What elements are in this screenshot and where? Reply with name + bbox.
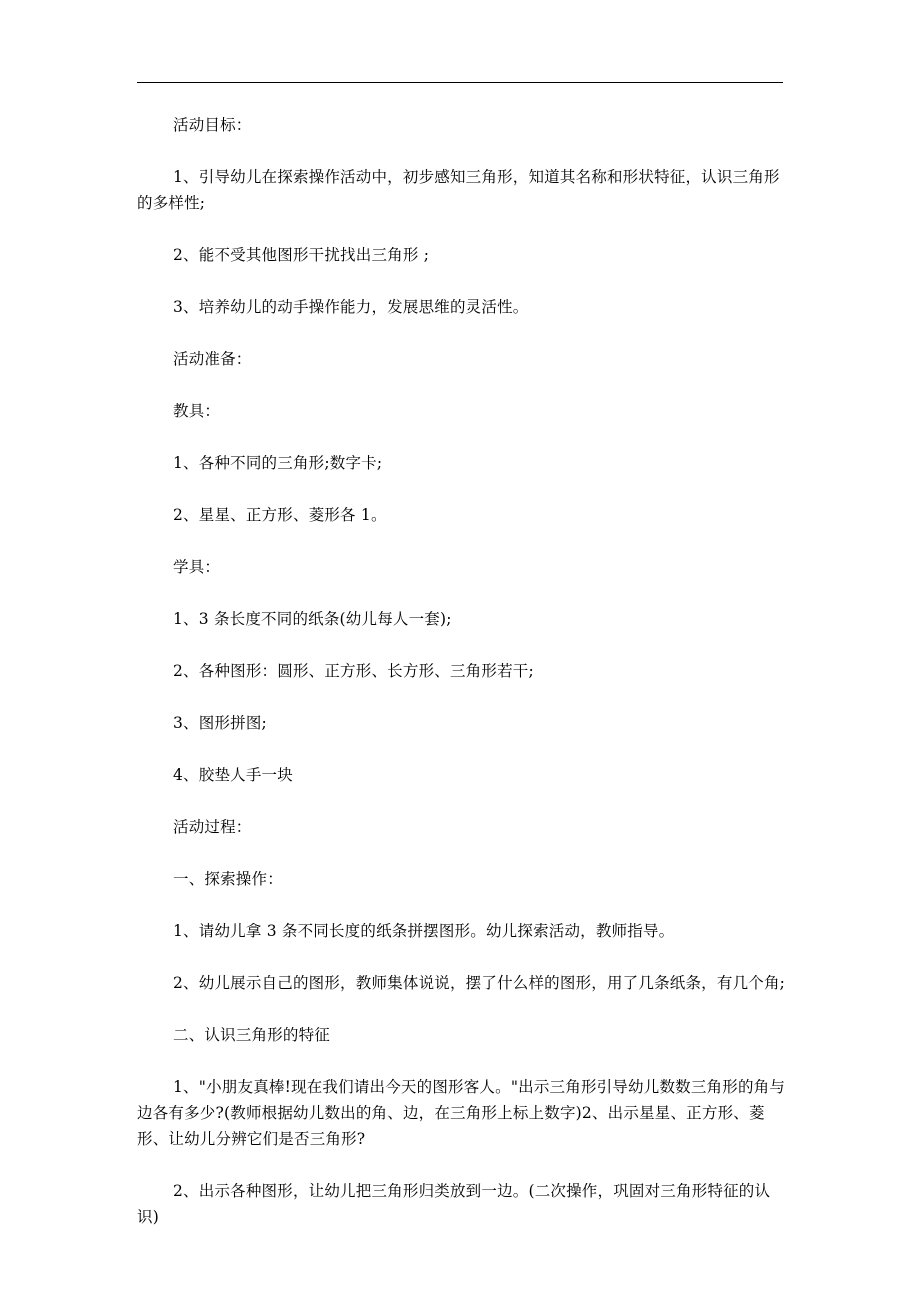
learning-aid-item-2: 2、各种图形：圆形、正方形、长方形、三角形若干; [173,662,534,680]
goal-item-2: 2、能不受其他图形干扰找出三角形 ; [173,246,430,264]
header-rule [137,82,783,83]
learning-aid-item-3: 3、图形拼图; [173,714,267,732]
learning-aid-item-1: 1、3 条长度不同的纸条(幼儿每人一套); [173,610,452,628]
document-body [137,112,787,1256]
process-step-heading-2: 二、认识三角形的特征 [173,1026,331,1044]
section-heading-preparation: 活动准备： [173,350,252,368]
process-step-1-item-1: 1、请幼儿拿 3 条不同长度的纸条拼摆图形。幼儿探索活动，教师指导。 [173,922,675,940]
subheading-teaching-aids: 教具： [173,402,221,420]
process-step-heading-1: 一、探索操作： [173,870,283,888]
subheading-learning-aids: 学具： [173,558,221,576]
process-step-2-item-1: 1、"小朋友真棒!现在我们请出今天的图形客人。"出示三角形引导幼儿数数三角形的角与边各有多少?(教师根据幼儿数出的角、边，在三角形上标上数字)2、出示星星、正方形、菱形、让幼儿分辨它们是否三角形? [137,1078,786,1148]
process-step-2-item-2: 2、出示各种图形，让幼儿把三角形归类放到一边。(二次操作，巩固对三角形特征的认识) [137,1182,771,1226]
goal-item-1: 1、引导幼儿在探索操作活动中，初步感知三角形，知道其名称和形状特征，认识三角形的多样性; [137,168,780,212]
section-heading-process: 活动过程： [173,818,252,836]
process-step-1-item-2: 2、幼儿展示自己的图形，教师集体说说，摆了什么样的图形，用了几条纸条，有几个角; [173,974,786,992]
learning-aid-item-4: 4、胶垫人手一块 [173,766,293,784]
teaching-aid-item-1: 1、各种不同的三角形;数字卡; [173,454,383,472]
section-heading-goals: 活动目标： [173,116,252,134]
teaching-aid-item-2: 2、星星、正方形、菱形各 1。 [173,506,387,524]
goal-item-3: 3、培养幼儿的动手操作能力，发展思维的灵活性。 [173,298,529,316]
